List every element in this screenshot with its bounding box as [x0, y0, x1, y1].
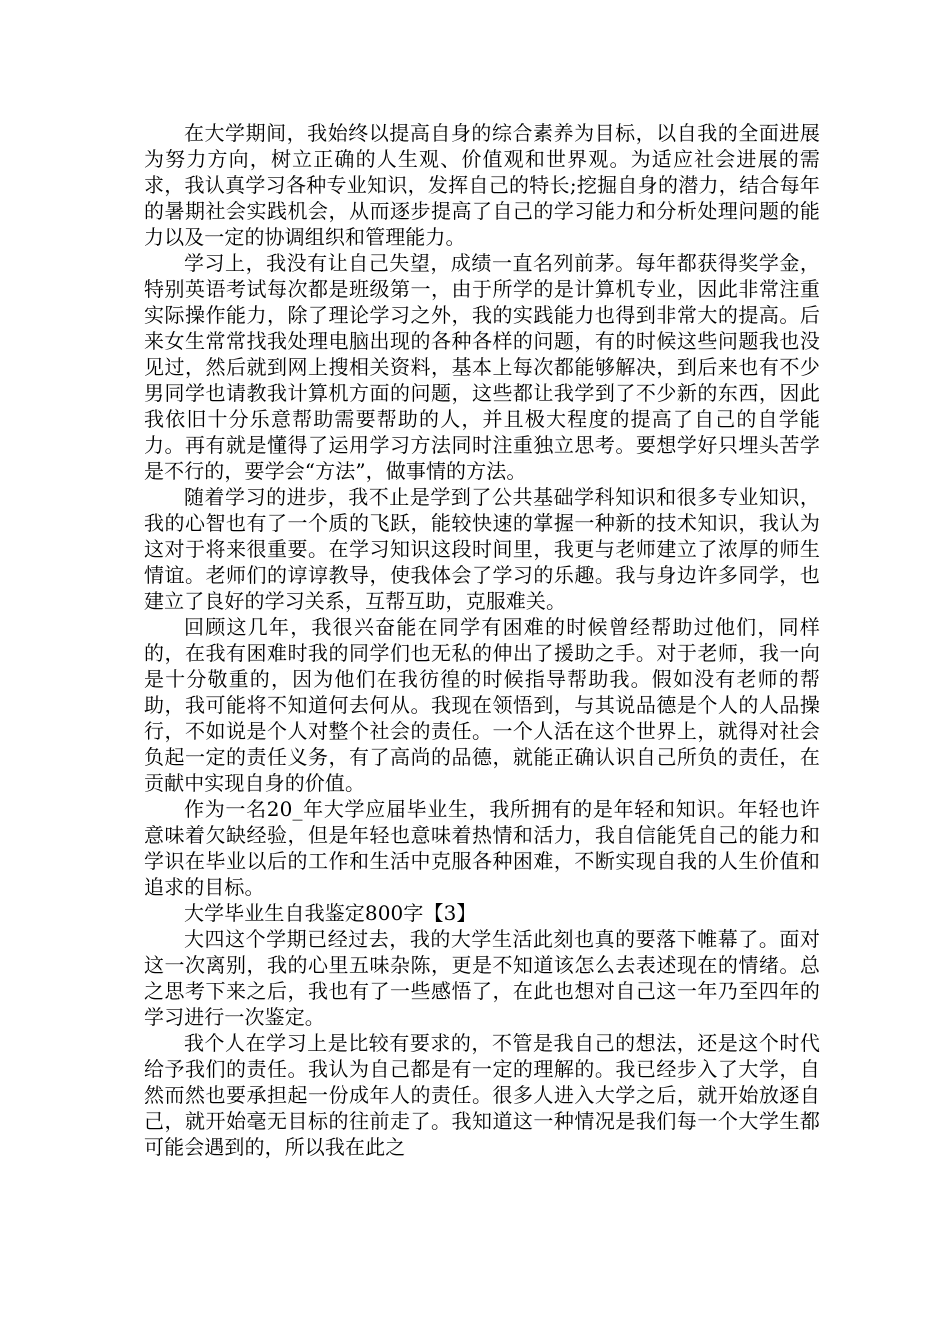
paragraph-2: 学习上，我没有让自己失望，成绩一直名列前茅。每年都获得奖学金，特别英语考试每次都是班级第一，由于所学的是计算机专业，因此非常注重实际操作能力，除了理论学习之外，我的实践能力也得到非常大的提高。后来女生常常找我处理电脑出现的各种各样的问题，有的时候这些问题我也没见过，然后就到网上搜相关资料，基本上每次都能够解决，到后来也有不少男同学也请教我计算机方面的问题，这些都让我学到了不少新的东西，因此我依旧十分乐意帮助需要帮助的人，并且极大程度的提高了自己的自学能力。再有就是懂得了运用学习方法同时注重独立思考。要想学好只埋头苦学是不行的，要学会“方法”，做事情的方法。	[144, 251, 820, 483]
paragraph-3: 随着学习的进步，我不止是学到了公共基础学科知识和很多专业知识，我的心智也有了一个质的飞跃，能较快速的掌握一种新的技术知识，我认为这对于将来很重要。在学习知识这段时间里，我更与老师建立了浓厚的师生情谊。老师们的谆谆教导，使我体会了学习的乐趣。我与身边许多同学，也建立了良好的学习关系，互帮互助，克服难关。	[144, 485, 820, 613]
document-page	[144, 120, 820, 1160]
paragraph-1: 在大学期间，我始终以提高自身的综合素养为目标，以自我的全面进展为努力方向，树立正确的人生观、价值观和世界观。为适应社会进展的需求，我认真学习各种专业知识，发挥自己的特长;挖掘自身的潜力，结合每年的暑期社会实践机会，从而逐步提高了自己的学习能力和分析处理问题的能力以及一定的协调组织和管理能力。	[144, 121, 820, 249]
paragraph-7: 我个人在学习上是比较有要求的，不管是我自己的想法，还是这个时代给予我们的责任。我认为自己都是有一定的理解的。我已经步入了大学，自然而然也要承担起一份成年人的责任。很多人进入大学之后，就开始放逐自己，就开始毫无目标的往前走了。我知道这一种情况是我们每一个大学生都可能会遇到的，所以我在此之	[144, 1031, 820, 1159]
paragraph-4: 回顾这几年，我很兴奋能在同学有困难的时候曾经帮助过他们，同样的，在我有困难时我的同学们也无私的伸出了援助之手。对于老师，我一向是十分敬重的，因为他们在我彷徨的时候指导帮助我。假如没有老师的帮助，我可能将不知道何去何从。我现在领悟到，与其说品德是个人的人品操行，不如说是个人对整个社会的责任。一个人活在这个世界上，就得对社会负起一定的责任义务，有了高尚的品德，就能正确认识自己所负的责任，在贡献中实现自身的价值。	[144, 615, 820, 795]
section-heading: 大学毕业生自我鉴定800字【3】	[184, 901, 477, 925]
paragraph-5: 作为一名20_年大学应届毕业生，我所拥有的是年轻和知识。年轻也许意味着欠缺经验，但是年轻也意味着热情和活力，我自信能凭自己的能力和学识在毕业以后的工作和生活中克服各种困难，不断实现自我的人生价值和追求的目标。	[144, 797, 820, 899]
paragraph-6: 大四这个学期已经过去，我的大学生活此刻也真的要落下帷幕了。面对这一次离别，我的心里五味杂陈，更是不知道该怎么去表述现在的情绪。总之思考下来之后，我也有了一些感悟了，在此也想对自己这一年乃至四年的学习进行一次鉴定。	[144, 927, 820, 1029]
